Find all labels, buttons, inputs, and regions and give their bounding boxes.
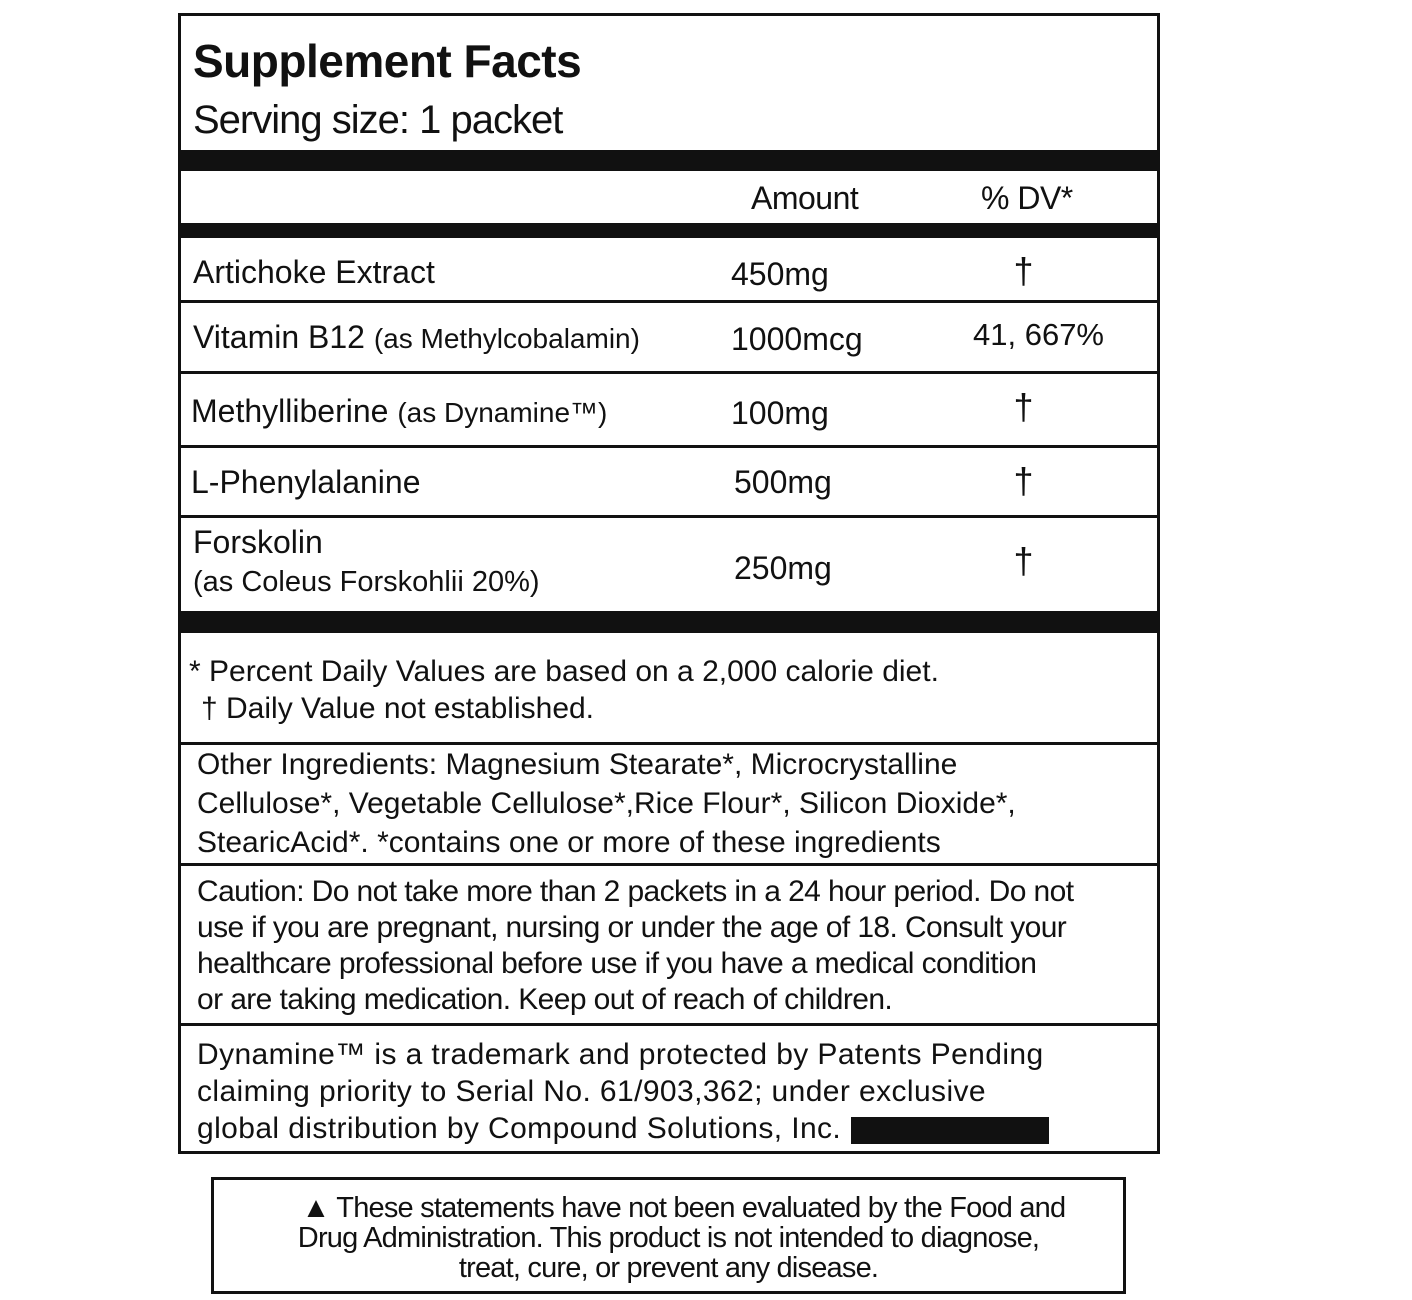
footnote-not-established: † Daily Value not established.: [201, 692, 595, 725]
caution-line: healthcare professional before use if you have a medical condition: [197, 947, 1037, 980]
nutrient-amount: 500mg: [734, 464, 832, 500]
nutrient-row-vitamin-b12: [181, 303, 1157, 374]
fda-line: treat, cure, or prevent any disease.: [458, 1252, 879, 1284]
nutrient-name: Forskolin: [193, 524, 323, 560]
nutrient-row-artichoke: [181, 238, 1157, 303]
thick-divider-header: [181, 223, 1157, 238]
trademark-line: claiming priority to Serial No. 61/903,362; under exclusive: [197, 1075, 986, 1108]
fda-line: ▲ These statements have not been evaluated by the Food and: [301, 1192, 1066, 1224]
other-ingredients: [181, 745, 1157, 866]
trademark-notice: [181, 1026, 1157, 1151]
nutrient-amount: 1000mcg: [731, 321, 863, 357]
other-ingredients-line: Other Ingredients: Magnesium Stearate*, Microcrystalline: [197, 748, 958, 781]
thick-divider-bottom: [181, 611, 1157, 633]
nutrient-amount: 250mg: [734, 550, 832, 586]
caution-line: Caution: Do not take more than 2 packets in a 24 hour period. Do not: [197, 875, 1074, 908]
nutrient-dv: †: [1013, 250, 1034, 291]
nutrient-dv: †: [1013, 386, 1034, 427]
fda-line: Drug Administration. This product is not intended to diagnose,: [297, 1222, 1040, 1254]
serving-size: Serving size: 1 packet: [193, 98, 563, 142]
thick-divider-top: [181, 150, 1157, 171]
caution-text: [181, 866, 1157, 1026]
other-ingredients-line: StearicAcid*. *contains one or more of these ingredients: [197, 826, 941, 859]
nutrient-source: (as Methylcobalamin): [373, 323, 640, 354]
nutrient-name: Vitamin B12 (as Methylcobalamin): [193, 319, 640, 355]
nutrient-name: Artichoke Extract: [193, 254, 435, 290]
nutrient-row-methylliberine: [181, 374, 1157, 448]
nutrient-name: Methylliberine (as Dynamine™): [191, 393, 608, 429]
supplement-facts-panel: [178, 13, 1160, 1154]
nutrient-dv: †: [1013, 540, 1034, 581]
nutrient-amount: 450mg: [731, 256, 829, 292]
column-header-dv: % DV*: [981, 180, 1073, 216]
nutrient-dv: 41, 667%: [973, 317, 1104, 352]
footnote-percent-dv: * Percent Daily Values are based on a 2,000 calorie diet.: [189, 655, 939, 688]
nutrient-source: (as Coleus Forskohlii 20%): [193, 566, 540, 598]
nutrient-name: L-Phenylalanine: [191, 464, 421, 500]
nutrient-amount: 100mg: [731, 395, 829, 431]
trademark-line: Dynamine™ is a trademark and protected by Patents Pending: [197, 1038, 1044, 1071]
column-header-amount: Amount: [751, 180, 859, 216]
panel-title: Supplement Facts: [193, 35, 582, 87]
dv-footnotes: [181, 633, 1157, 745]
fda-disclaimer: [211, 1177, 1126, 1294]
nutrient-row-forskolin: [181, 518, 1157, 611]
other-ingredients-line: Cellulose*, Vegetable Cellulose*,Rice Flour*, Silicon Dioxide*,: [197, 787, 1016, 820]
nutrient-dv: †: [1013, 460, 1034, 501]
nutrient-source: (as Dynamine™): [397, 397, 608, 428]
nutrient-row-l-phenylalanine: [181, 448, 1157, 518]
redaction-block: [851, 1117, 1049, 1144]
caution-line: use if you are pregnant, nursing or under the age of 18. Consult your: [197, 911, 1067, 944]
caution-line: or are taking medication. Keep out of reach of children.: [197, 983, 893, 1016]
trademark-line-last: global distribution by Compound Solutions, Inc.: [197, 1110, 1157, 1147]
